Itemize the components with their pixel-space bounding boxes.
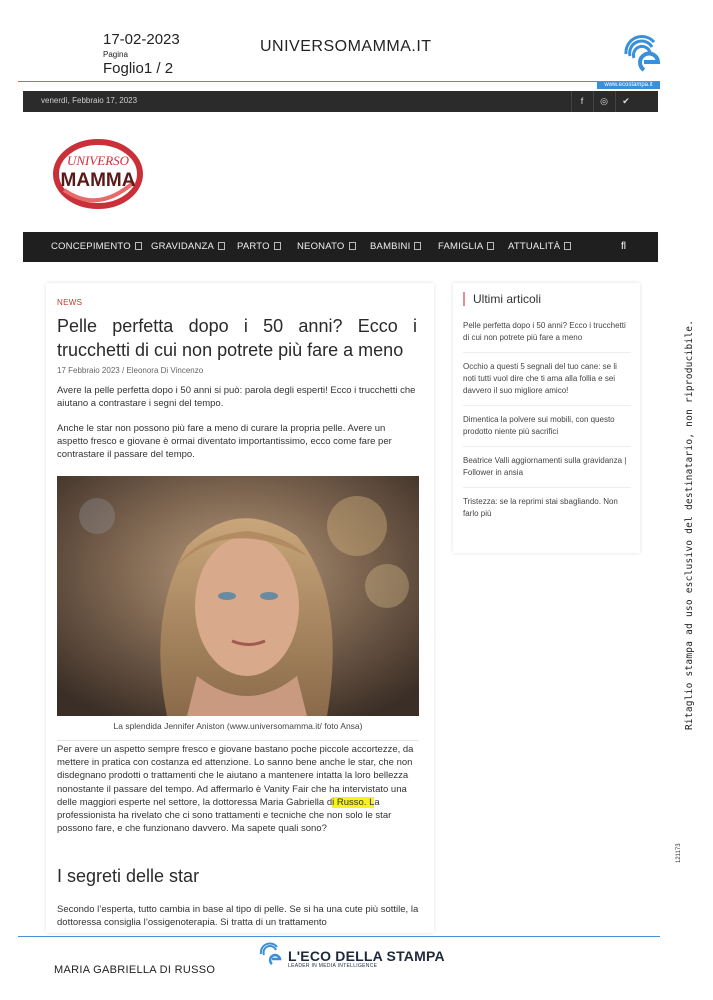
eco-url[interactable]: www.ecostampa.it bbox=[597, 82, 660, 89]
sidebar-item[interactable]: Dimentica la polvere sui mobili, con questo prodotto niente più sacrifici bbox=[463, 414, 631, 447]
nav-item-neonato[interactable]: NEONATO bbox=[297, 232, 356, 262]
svg-text:Ritaglio stampa ad uso esclusi: Ritaglio stampa ad uso esclusivo del destinatario, non riproducibile. bbox=[684, 320, 695, 730]
publication-name: UNIVERSOMAMMA.IT bbox=[260, 38, 432, 55]
sidebar-list bbox=[463, 320, 631, 536]
nav-item-bambini[interactable]: BAMBINI bbox=[370, 232, 421, 262]
topbar-date: venerdì, Febbraio 17, 2023 bbox=[41, 96, 138, 105]
foglio-label: Foglio1 / 2 bbox=[103, 60, 174, 77]
article-meta: 17 Febbraio 2023 / Eleonora Di Vincenzo bbox=[57, 366, 204, 375]
article-title: Pelle perfetta dopo i 50 anni? Ecco i trucchetti di cui non potrete più fare a meno bbox=[57, 316, 417, 360]
article-paragraph-2: Per avere un aspetto sempre fresco e giovane bastano poche piccole accortezze, da mettere in pratica con costanza ed attenzione. Lo sanno bene anche le star, che non disdegnano prodotti o trattamenti che le aiutano a mantenere intatta la loro bellezza nonostante il passare del tempo. Ad affermarlo è Vanity Fair che ha intervistato una delle maggiori esperte nel settore, la dottoressa Maria Gabriella di Russo. La professionista ha rivelato che ci sono trattamenti e tecniche che non solo le star possono fare, e che funzionano davvero. Ma sapete quali sono? bbox=[57, 744, 414, 835]
highlighted-text: i Russo. L bbox=[332, 796, 375, 808]
article-category[interactable]: NEWS bbox=[57, 298, 83, 307]
eco-stampa-footer-logo-icon bbox=[258, 941, 284, 967]
svg-text:121173: 121173 bbox=[676, 843, 682, 863]
sidebar-recent-posts bbox=[453, 283, 640, 553]
logo-top-text: UNIVERSO bbox=[66, 153, 130, 168]
article-lead: Avere la pelle perfetta dopo i 50 anni si può: parola degli esperti! Ecco i trucchetti che aiutano a contrastare i segni del tempo. bbox=[57, 385, 416, 409]
nav-item-concepimento[interactable]: CONCEPIMENTO bbox=[51, 232, 142, 262]
sidebar-item[interactable]: Beatrice Valli aggiornamenti sulla gravidanza | Follower in ansia bbox=[463, 455, 631, 488]
copyright-vertical-note bbox=[670, 320, 710, 740]
article-author[interactable]: Eleonora Di Vincenzo bbox=[126, 366, 204, 375]
footer-tagline: LEADER IN MEDIA INTELLIGENCE bbox=[288, 963, 378, 969]
instagram-icon[interactable]: ◎ bbox=[593, 91, 614, 112]
eco-stampa-logo-icon bbox=[620, 32, 664, 76]
site-topbar bbox=[23, 91, 658, 112]
caption-divider bbox=[57, 740, 419, 741]
article-paragraph-1: Anche le star non possono più fare a meno di curare la propria pelle. Avere un aspetto fresco e giovane è ormai diventato importantissimo, ecco come fare per contrastare il passare del tempo. bbox=[57, 423, 392, 460]
sidebar-item[interactable]: Tristezza: se la reprimi stai sbagliando. Non farlo più bbox=[463, 497, 618, 518]
sidebar-item[interactable]: Occhio a questi 5 segnali del tuo cane: se li noti tutti vuol dire che ti ama alla follia e sei davvero il suo migliore amico! bbox=[463, 361, 631, 406]
sidebar-item[interactable]: Pelle perfetta dopo i 50 anni? Ecco i trucchetti di cui non potrete più fare a meno bbox=[463, 320, 631, 353]
article-photo bbox=[57, 476, 419, 716]
nav-item-famiglia[interactable]: FAMIGLIA bbox=[438, 232, 494, 262]
universomamma-logo[interactable] bbox=[50, 130, 146, 214]
clipping-code bbox=[670, 825, 684, 865]
footer-brand: L'ECO DELLA STAMPA bbox=[288, 948, 445, 964]
nav-item-gravidanza[interactable]: GRAVIDANZA bbox=[151, 232, 225, 262]
nav-item-parto[interactable]: PARTO bbox=[237, 232, 281, 262]
sidebar-title: Ultimi articoli bbox=[463, 292, 541, 306]
article-card bbox=[46, 283, 434, 933]
footer-rule bbox=[18, 936, 660, 937]
client-name: MARIA GABRIELLA DI RUSSO bbox=[54, 964, 216, 976]
search-icon[interactable]: fl bbox=[621, 241, 626, 252]
facebook-icon[interactable]: f bbox=[571, 91, 592, 112]
nav-item-attualita[interactable]: ATTUALITÀ bbox=[508, 232, 571, 262]
photo-caption: La splendida Jennifer Aniston (www.universomamma.it/ foto Ansa) bbox=[113, 721, 363, 731]
main-nav bbox=[23, 232, 658, 262]
section-heading: I segreti delle star bbox=[57, 866, 200, 886]
header-rule bbox=[18, 81, 660, 82]
clipping-date: 17-02-2023 bbox=[103, 31, 180, 48]
article-date[interactable]: 17 Febbraio 2023 bbox=[57, 366, 120, 375]
logo-main-text: MAMMA bbox=[60, 170, 136, 191]
pagina-label: Pagina bbox=[103, 50, 128, 59]
twitter-icon[interactable]: ✔ bbox=[615, 91, 636, 112]
article-paragraph-3: Secondo l’esperta, tutto cambia in base al tipo di pelle. Se si ha una cute più sottile, la dottoressa consiglia l’ossigenoterapia. Si tratta di un trattamento bbox=[57, 904, 419, 928]
